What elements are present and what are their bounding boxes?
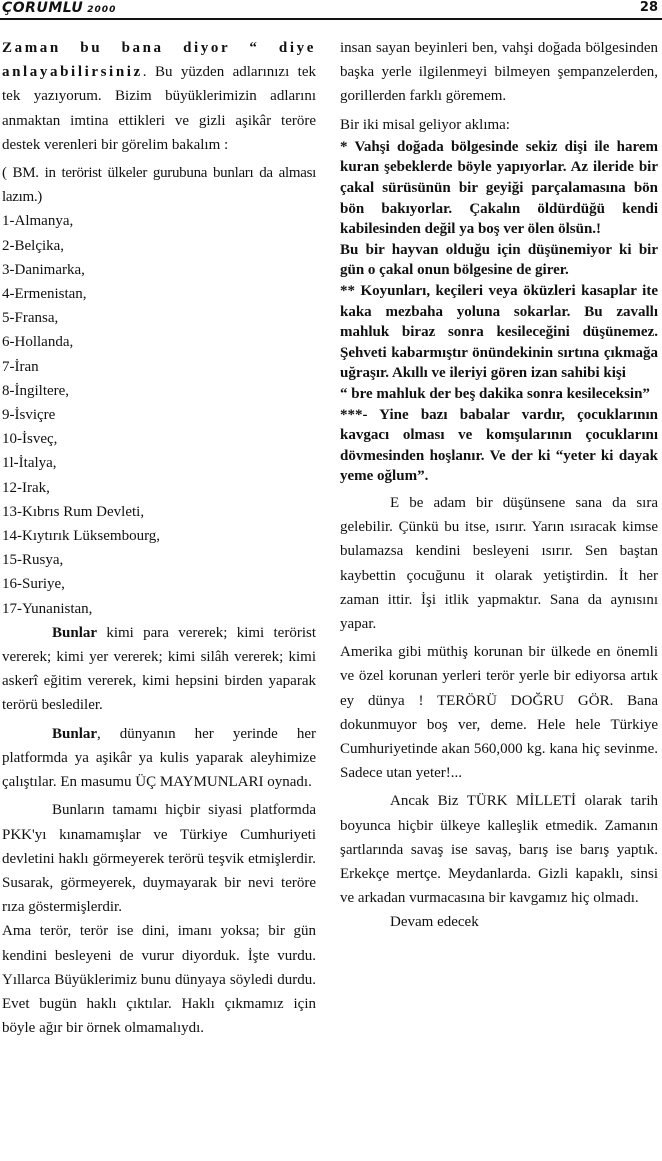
intro-paragraph: [2, 36, 316, 157]
bold-paragraph-sheep: ** Koyunları, keçileri veya öküzleri kasaplar ite kaka mezbaha yoluna sokarlar. Bu zavallı mahluk biraz sonra kesileceğini düşünemez. Şehveti kabarmıştır önündekinin sırtına çıkmağa uğraşır. Akıllı ve ileriyi gören izan sahibi kişi: [340, 282, 658, 382]
page-number: 28: [639, 0, 658, 15]
list-item: 4-Ermenistan,: [2, 286, 87, 303]
bold-paragraph-jackal: Bu bir hayvan olduğu için düşünemiyor ki bir gün o çakal onun bölgesine de girer.: [340, 241, 658, 279]
list-item: 5-Fransa,: [2, 310, 59, 327]
paragraph-bunlar-2: [2, 722, 316, 795]
continued-note: Devam edecek: [390, 914, 479, 931]
paragraph-terror: Ama terör, terör ise dini, imanı yoksa; bir gün kendini besleyeni de vurur diyorduk. İşte vurdu. Yıllarca Büyüklerimiz bunu dünyaya söyledi durdu. Evet bugün haklı çıktılar. Haklı çıkmamız için böyle ağır bir örnek olmamalıydı.: [2, 923, 316, 1037]
list-item: 15-Rusya,: [2, 552, 64, 569]
list-item: 13-Kıbrıs Rum Devleti,: [2, 503, 145, 520]
bold-quote: “ bre mahluk der beş dakika sonra kesileceksin”: [340, 385, 650, 402]
list-item: 7-İran: [2, 358, 39, 375]
paragraph-text: , dünyanın her yerinde her platformda ya aşikâr ya kulis yaparak aleyhimize çalıştılar. En masumu ÜÇ MAYMUNLARI oynadı.: [2, 725, 316, 791]
paragraph-turk-milleti: Ancak Biz TÜRK MİLLETİ olarak tarih boyunca hiçbir ülkeye kalleşlik etmedik. Zamanın şartlarında savaş ise savaş, barış ise barış yaptık. Erkekçe mertçe. Meydanlarda. Gizli kapaklı, sinsi ve arkadan vurmacasına bir kavgamız hiç olmadı.: [340, 793, 658, 907]
header-rule: [0, 18, 662, 20]
list-item: 16-Suriye,: [2, 576, 65, 593]
right-column: [340, 36, 658, 935]
list-item: 6-Hollanda,: [2, 334, 74, 351]
paragraph-dog: E be adam bir düşünsene sana da sıra gelebilir. Çünkü bu itse, ısırır. Yarın ısıracak kimse bulamazsa kendini besleyeni ısırır. Sen baştan kaybettin çocuğunu it olarak yetiştirdin. İt her zaman ittir. İşi itlik yapmaktır. Sana da aynısını yapar.: [340, 494, 658, 632]
list-item: 12-Irak,: [2, 479, 50, 496]
paragraph-pkk: Bunların tamamı hiçbir siyasi platformda PKK'yı kınamamışlar ve Türkiye Cumhuriyeti devletini haklı görmeyerek terörü teşvik etmişlerdir. Susarak, görmeyerek, duymayarak bir nevi teröre rıza göstermişlerdir.: [2, 802, 316, 916]
masthead-title: ÇORUMLU: [2, 0, 84, 16]
bold-paragraph-fathers: ***- Yine bazı babalar vardır, çocuklarının kavgacı olması ve komşularının çocuklarını dövmesinden hoşlanır. Ve der ki “yeter ki dayak yeme oğlum”.: [340, 406, 658, 485]
intro-rest: . Bu yüzden adlarınızı tek tek yazıyorum. Bizim büyüklerimizin adlarını anmaktan imtina ettikleri ve gizli aşikâr teröre destek verenleri bir görelim bakalım :: [2, 64, 316, 153]
list-item: 1-Almanya,: [2, 213, 74, 230]
list-item: 3-Danimarka,: [2, 261, 85, 278]
intro-strong: Zaman bu bana diyor “ diye anlayabilirsiniz: [2, 40, 316, 81]
list-item: 17-Yunanistan,: [2, 600, 93, 617]
bunlar-strong: Bunlar: [52, 725, 98, 742]
country-list: [2, 209, 316, 620]
bold-examples: [340, 137, 658, 487]
list-item: 2-Belçika,: [2, 237, 65, 254]
note-paragraph: ( BM. in terörist ülkeler gurubuna bunları da alması lazım.): [2, 165, 316, 206]
paragraph-america: Amerika gibi müthiş korunan bir ülkede en önemli ve özel korunan yerleri terör yerle bir ediyorsa artık ey dünya ! TERÖRÜ DOĞRU GÖR. Bana dokunmuyor boş ver, deme. Hele hele Türkiye Cumhuriyetinde akan 560,000 kg. kana hiç sevinme. Sadece utan yeter!...: [340, 644, 658, 782]
paragraph-bunlar-1: [2, 621, 316, 718]
page-header: [0, 0, 662, 24]
paragraph-text: kimi para vererek; kimi terörist vererek; kimi yer vererek; kimi silâh vererek; kimi askerî eğitim vererek, kimi hepsini birden yaparak terörü beslediler.: [2, 624, 316, 714]
list-item: 14-Kıytırık Lüksembourg,: [2, 528, 161, 545]
left-column: [2, 36, 316, 1040]
bunlar-strong: Bunlar: [52, 624, 98, 641]
paragraph-examples: Bir iki misal geliyor aklıma:: [340, 116, 510, 133]
masthead: [2, 0, 116, 16]
list-item: 1l-İtalya,: [2, 455, 57, 472]
bold-paragraph-baboons: * Vahşi doğada bölgesinde sekiz dişi ile harem kuran şebeklerde böyle yapıyorlar. Az ileride bir çakal sürüsünün bir geyiği parçalamasına bön bön bakıyorlar. Çakalın öldürdüğü kendi kabilesinden değil ya boş ver ölen ölsün.!: [340, 138, 658, 238]
paragraph-chimpanzee: insan sayan beyinleri ben, vahşi doğada bölgesinden başka yerle ilgilenmeyi bilmeyen şempanzelerden, gorillerden farklı göremem.: [340, 40, 658, 105]
masthead-year: 2000: [87, 5, 117, 15]
list-item: 8-İngiltere,: [2, 382, 70, 399]
list-item: 10-İsveç,: [2, 431, 58, 448]
list-item: 9-İsviçre: [2, 407, 56, 424]
